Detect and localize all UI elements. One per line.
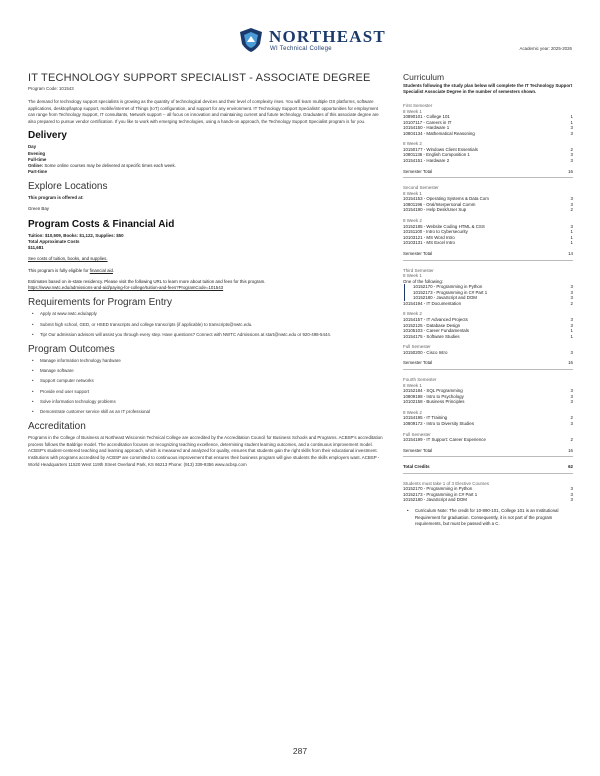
semester-label: Second Semester: [403, 185, 439, 191]
delivery-evening: Evening: [28, 150, 46, 156]
accreditation-text: Programs in the College of Business at Northeast Wisconsin Technical College are accredited by the Accreditation Council for Business Schools and Programs. ACBSP's accreditation process follows the Baldrige model. The accreditation focuses on recognizing teaching excellence, determining student learning outcomes, and a continuous improvement model. ACBSP's student-centered teaching and learning approach, which is measured and analyzed for quality, ensures that students gain the right skills from their educational investment. Institutions with programs accredited by ACBSP are committed to continuous improvement that ensures their business program will give students the skills employers want. ACBSP - World Headquarters 11520 West 119th Street Overland Park, KS 66213 Phone: (913) 339-9356 www.acbsp.com: [28, 435, 383, 467]
course-row: 10152170 - Programming in Python 3: [403, 486, 573, 492]
eligible-prefix: This program is fully eligible for: [28, 267, 90, 273]
course-row: 10152184 - SQL Programming 3: [403, 388, 573, 394]
course-row: 10152170 - Programming in Python 3: [413, 284, 573, 290]
course-row: 10152185 - Website Coding HTML & CSS 3: [403, 223, 573, 229]
course-row: 10154153 - Operating Systems & Data Com 3: [403, 196, 573, 202]
semester-total: Semester Total 16: [403, 447, 573, 453]
full-semester-label: Full Semester: [403, 431, 431, 437]
program-description: The demand for technology support specialists is growing as the quantity of technological devices and their level of complexity rises. You will learn multiple OS platforms, software applications, desktop/laptop support, mobile/internet of Things (IoT) configuration, and support for any environment. IT Technology Support Specialists' opportunities for employment can range from Technology Support, IT consultants, Network support -- all focus on innovation and maintaining current and future technology. Graduates of this associate degree are also prepared to pursue vendor certification. If you like to work with emerging technologies, using a hands-on approach, the Technology Support Specialist program is for you.: [28, 99, 379, 124]
shield-logo-icon: [238, 27, 264, 53]
course-row: 10154151 - Hardware 2 3: [403, 158, 573, 164]
costs-heading: Program Costs & Financial Aid: [28, 218, 175, 230]
total-costs-value: $11,681: [28, 245, 44, 251]
see-costs-link[interactable]: See costs of tuition, books, and supplies.: [28, 256, 108, 262]
tuition-line: Tuition: $10,509, Books: $1,122, Supplies: $50: [28, 232, 124, 238]
week-label: 8 Week 1: [403, 382, 422, 388]
curriculum-note: • Curriculum Note: The credit for 10-890-101, College 101 is an Institutional Requirement for graduation. Consequently, it is not part of the program requirements, but must be passed with a C.: [403, 508, 573, 528]
week-label: 8 Week 2: [403, 141, 422, 147]
semester-total: Semester Total 14: [403, 250, 573, 256]
divider: [403, 369, 573, 370]
list-item: • Submit high school, GED, or HSED transcripts and college transcripts (if applicable) to transcripts@nwtc.edu.: [28, 322, 383, 328]
course-row: 10154157 - IT Advanced Projects 3: [403, 316, 573, 322]
week-label: 8 Week 1: [403, 273, 422, 278]
offered-at-label: This program is offered at:: [28, 195, 84, 201]
delivery-heading: Delivery: [28, 130, 67, 142]
divider: [403, 177, 573, 178]
semester-label: Third Semester: [403, 267, 434, 273]
course-row: 10890101 - College 101 1: [403, 114, 573, 119]
week-label: 8 Week 1: [403, 108, 422, 114]
page-title: IT TECHNOLOGY SUPPORT SPECIALIST - ASSOCIATE DEGREE: [28, 72, 371, 84]
delivery-parttime: Part-time: [28, 169, 48, 175]
requirements-list: [28, 311, 383, 338]
course-row: 10107117 - Careers in IT 1: [403, 119, 573, 125]
course-row: 10801196 - Oral/Interpersonal Comm 3: [403, 201, 573, 207]
eligible-suffix: .: [112, 267, 115, 273]
course-row: 10105103 - Career Fundamentals 1: [403, 328, 573, 334]
course-row: 10154175 - Software Studies 1: [403, 333, 573, 339]
academic-year: Academic year: 2025-2026: [519, 46, 572, 51]
course-row: 10809198 - Intro to Psychology 3: [403, 393, 573, 399]
course-row: 10801136 - English Composition 1 3: [403, 152, 573, 158]
brand-subtitle: WI Technical College: [270, 46, 332, 52]
course-row: 10154150 - Hardware 1 3: [403, 125, 573, 131]
course-choice-group: [404, 284, 573, 301]
financial-aid-link[interactable]: financial aid: [89, 267, 113, 273]
course-row: 10154194 - IT Documentation 2: [403, 300, 573, 306]
list-item: • Solve information technology problems: [28, 399, 383, 405]
one-of-label: One of the following:: [403, 278, 444, 284]
course-row: 10154190 - Help Desk/User Sup 2: [403, 207, 573, 213]
list-item: • Apply at www.nwtc.edu/apply: [28, 311, 383, 317]
list-item: • Support computer networks: [28, 378, 383, 384]
week-label: 8 Week 2: [403, 311, 422, 317]
delivery-fulltime: Full-time: [28, 156, 47, 162]
requirements-heading: Requirements for Program Entry: [28, 297, 172, 309]
college-logo: [238, 27, 386, 57]
semester-label: Fourth Semester: [403, 377, 437, 383]
locations-heading: Explore Locations: [28, 181, 108, 193]
course-row: 10152180 - JavaScript and DOM 3: [403, 497, 573, 503]
electives-label: Students must take 1 of 3 Elective Courses: [403, 480, 490, 486]
semester-total: Semester Total 16: [403, 168, 573, 174]
accreditation-heading: Accreditation: [28, 421, 86, 433]
course-row: 10154195 - IT Training 2: [403, 415, 573, 421]
list-item: • Provide end user support: [28, 389, 383, 395]
course-row: 10154199 - IT Support: Career Experience 2: [403, 437, 573, 442]
curriculum-panel: [403, 72, 573, 528]
total-costs-label: Total Approximate Costs: [28, 239, 80, 244]
curriculum-heading: Curriculum: [403, 72, 445, 82]
delivery-online-label: Online:: [28, 162, 44, 168]
list-item: • Manage information technology hardware: [28, 358, 383, 364]
semester-label: First Semester: [403, 103, 433, 108]
course-row: 10102158 - Business Principles 3: [403, 399, 573, 405]
program-details: [28, 72, 383, 468]
course-row: 10150177 - Windows Client Essentials 2: [403, 146, 573, 152]
semester-total: Semester Total 16: [403, 360, 573, 366]
list-item: • Manage software: [28, 368, 383, 374]
course-row: 10152180 - JavaScript and DOM 3: [413, 295, 573, 301]
divider: [403, 473, 573, 474]
curriculum-intro: Students following the study plan below will complete the IT Technology Support Specialist Associate Degree in the number of semesters shown.: [403, 83, 573, 94]
tuition-url-link[interactable]: https://www.nwtc.edu/admissions-and-aid/paying-for-college/tuition-and-fees?ProgramCode=101543: [28, 285, 224, 291]
course-row: 10152173 - Programming in C# Part 1 3: [403, 491, 573, 497]
course-row: 10150200 - Cisco Intro 3: [403, 349, 573, 355]
program-code: Program Code: 101543: [28, 86, 74, 91]
total-credits: Total Credits 62: [403, 464, 573, 470]
week-label: 8 Week 1: [403, 190, 422, 196]
outcomes-heading: Program Outcomes: [28, 343, 115, 355]
course-row: 10103131 - MS Excel Intro 1: [403, 240, 573, 246]
course-row: 10151100 - Intro to Cybersecurity 1: [403, 229, 573, 235]
list-item: • Tip! Our admission advisors will assist you through every step. Have questions? Connect with NWTC Admissions at start@nwtc.edu or 920-498-5444.: [28, 332, 383, 338]
estimates-text: Estimates based on in-state residency. Please visit the following URL to learn more about tuition and fees for this program.: [28, 278, 266, 284]
page-number: 287: [292, 746, 308, 756]
course-row: 10103121 - MS Word Intro 1: [403, 234, 573, 240]
delivery-day: Day: [28, 144, 37, 150]
full-semester-label: Full Semester: [403, 344, 431, 350]
course-row: 10809172 - Intro to Diversity Studies 3: [403, 420, 573, 426]
outcomes-list: [28, 358, 383, 415]
divider: [403, 260, 573, 261]
financial-aid-line: [28, 268, 383, 274]
course-row: 10152173 - Programming in C# Part 1 3: [413, 289, 573, 295]
list-item: • Demonstrate customer service skill as an IT professional: [28, 409, 383, 415]
delivery-online-text: Some online courses may be delivered at specific times each week.: [43, 162, 176, 168]
week-label: 8 Week 2: [403, 218, 422, 224]
brand-name: NORTHEAST: [269, 27, 386, 46]
divider: [403, 456, 573, 457]
course-row: 10152125 - Database Design 3: [403, 322, 573, 328]
course-row: 10804134 - Mathematical Reasoning 3: [403, 130, 573, 136]
location-name: Green Bay: [28, 205, 49, 211]
week-label: 8 Week 2: [403, 409, 422, 415]
